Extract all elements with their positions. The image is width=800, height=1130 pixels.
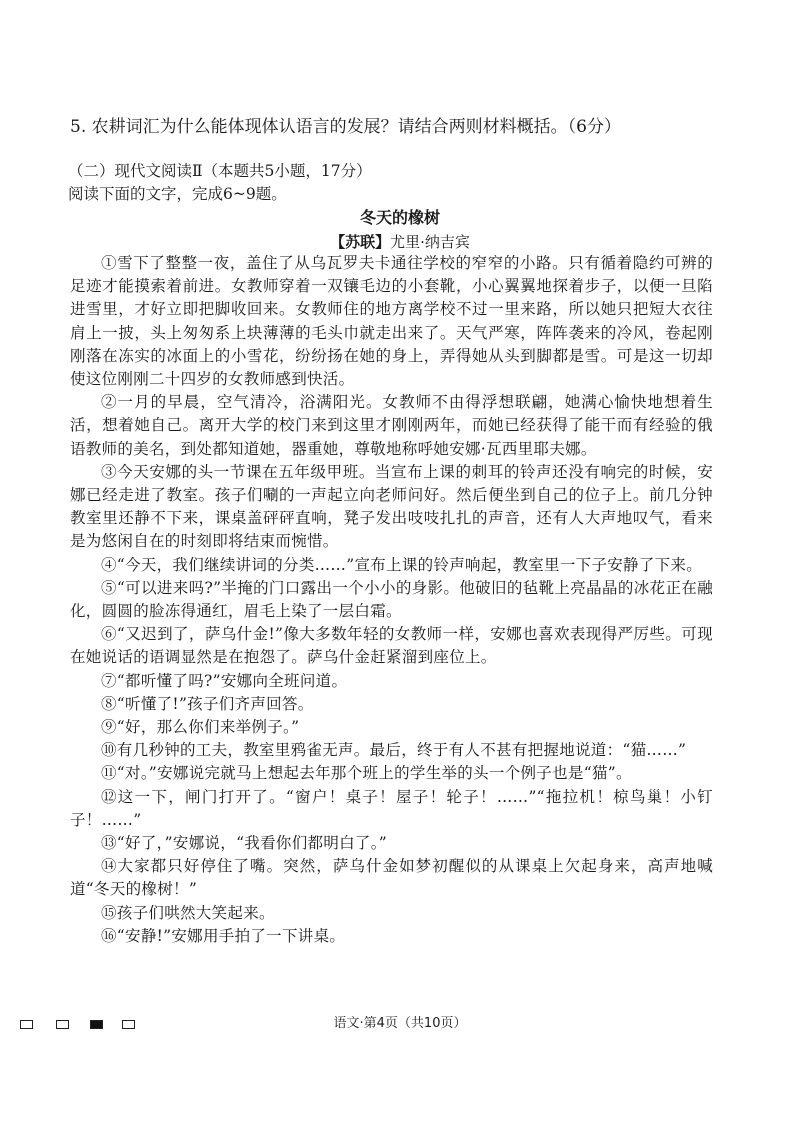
paragraph: ③今天安娜的头一节课在五年级甲班。当宣布上课的刺耳的铃声还没有响完的时候，安娜已经走进了教室。孩子们唰的一声起立向老师问好。然后便坐到自己的位子上。前几分钟教室里还静不下来，课桌盖砰砰直响，凳子发出吱吱扎扎的声音，还有人大声地叹气，看来是为悠闲自在的时刻即将结束而惋惜。 (70, 462, 713, 551)
paragraph: ⑥“又迟到了，萨乌什金!”像大多数年轻的女教师一样，安娜也喜欢表现得严厉些。可现在她说话的语调显然是在抱怨了。萨乌什金赶紧溜到座位上。 (70, 625, 713, 667)
paragraph: ⑧“听懂了!”孩子们齐声回答。 (101, 694, 314, 713)
article-author (0, 231, 800, 253)
article-title: 冬天的橡树 (359, 208, 440, 227)
paragraph: ⑦“都听懂了吗?”安娜向全班问道。 (101, 671, 348, 690)
paragraph: ①雪下了整整一夜，盖住了从乌瓦罗夫卡通往学校的窄窄的小路。只有循着隐约可辨的足迹才能摸索着前进。女教师穿着一双镶毛边的小套靴，小心翼翼地探着步子，以便一旦陷进雪里，才好立即把脚收回来。女教师住的地方离学校不过一里来路，所以她只把短大衣往肩上一披，头上匆匆系上块薄薄的毛头巾就走出来了。天气严寒，阵阵袭来的冷风，卷起刚刚落在冻实的冰面上的小雪花，纷纷扬在她的身上，弄得她从头到脚都是雪。可是这一切却使这位刚刚二十四岁的女教师感到快活。 (70, 254, 713, 389)
section-heading: （二）现代文阅读Ⅱ（本题共5小题，17分） (68, 162, 372, 180)
paragraph: ⑨“好，那么你们来举例子。” (101, 718, 300, 737)
paragraph: ⑭大家都只好停住了嘴。突然，萨乌什金如梦初醒似的从课桌上欠起身来，高声地喊道“冬天的橡树！” (70, 857, 713, 899)
paragraph: ⑤“可以进来吗?”半掩的门口露出一个小小的身影。他破旧的毡靴上亮晶晶的冰花正在融化，圆圆的脸冻得通红，眉毛上染了一层白霜。 (70, 578, 713, 621)
paragraph: ⑩有几秒钟的工夫，教室里鸦雀无声。最后，终于有人不甚有把握地说道：“猫……” (101, 741, 687, 760)
paragraph: ⑬“好了，”安娜说，“我看你们都明白了。” (101, 834, 387, 853)
article-body (70, 252, 713, 948)
author-country: 【苏联】 (330, 233, 391, 251)
question-5: 5. 农耕词汇为什么能体现体认语言的发展？请结合两则材料概括。（6分） (70, 117, 621, 137)
paragraph: ⑫这一下，闸门打开了。“窗户！桌子！屋子！轮子！……”“拖拉机！椋鸟巢！小钉子！……” (70, 787, 713, 829)
paragraph: ②一月的早晨，空气清冷，浴满阳光。女教师不由得浮想联翩，她满心愉快地想着生活，想着她自己。离开大学的校门来到这里才刚刚两年，而她已经获得了能干而有经验的俄语教师的美名，到处都知道她，器重她，尊敬地称呼她安娜·瓦西里耶夫娜。 (70, 393, 713, 458)
paragraph: ⑮孩子们哄然大笑起来。 (101, 903, 275, 922)
paragraph: ⑯“安静!”安娜用手拍了一下讲桌。 (101, 926, 346, 945)
author-name: 尤里·纳吉宾 (390, 233, 470, 251)
page-footer: 语文·第4页（共10页） (333, 1016, 467, 1031)
section-instruction: 阅读下面的文字，完成6~9题。 (68, 185, 287, 203)
paragraph: ④“今天，我们继续讲词的分类……”宣布上课的铃声响起，教室里一下子安静了下来。 (101, 555, 703, 574)
paragraph: ⑪“对。”安娜说完就马上想起去年那个班上的学生举的头一个例子也是“猫”。 (101, 764, 632, 783)
